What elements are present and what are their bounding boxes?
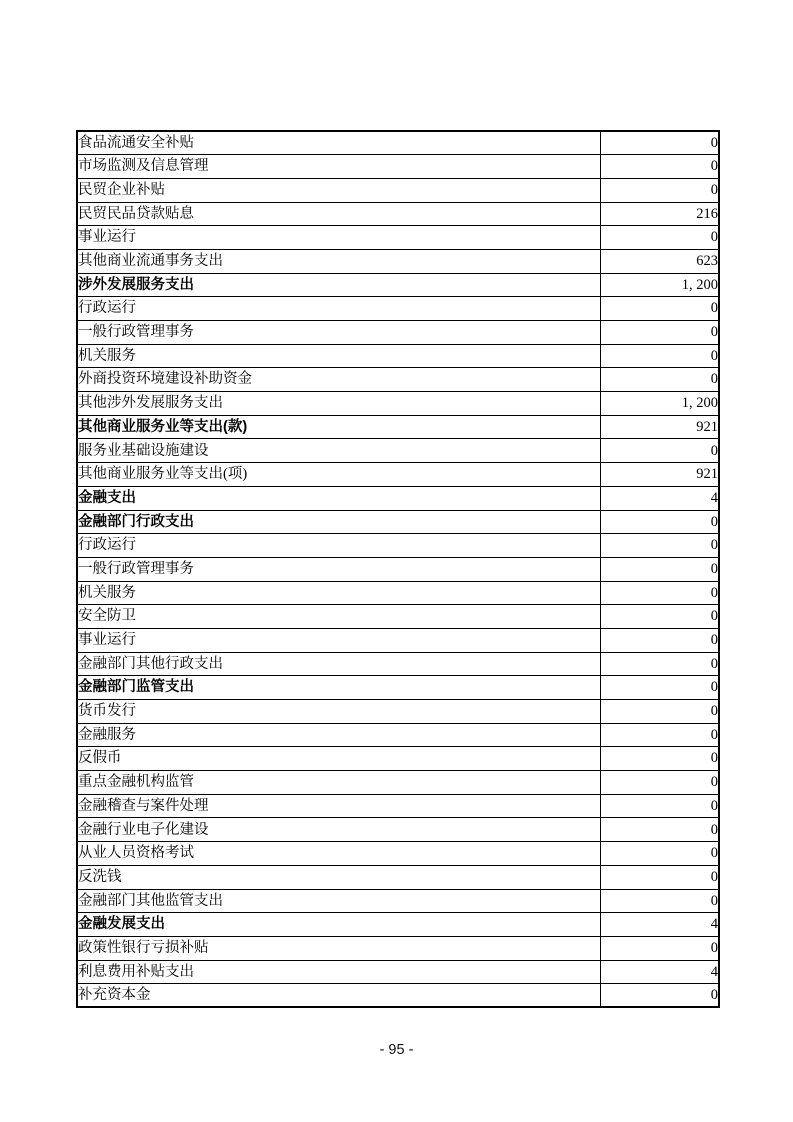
row-value: 0 [600,889,719,913]
table-row [77,889,719,913]
row-value: 216 [600,202,719,226]
table-row [77,155,719,179]
row-label: 政策性银行亏损补贴 [77,936,600,960]
row-label: 其他商业服务业等支出(项) [77,463,600,487]
row-label: 事业运行 [77,628,600,652]
row-value: 0 [600,510,719,534]
row-value: 0 [600,557,719,581]
row-label: 金融发展支出 [77,913,600,937]
table-row [77,226,719,250]
row-label: 其他涉外发展服务支出 [77,392,600,416]
table-row [77,676,719,700]
row-label: 金融行业电子化建设 [77,818,600,842]
row-label: 民贸民品贷款贴息 [77,202,600,226]
row-label: 一般行政管理事务 [77,321,600,345]
table-row [77,297,719,321]
table-row [77,628,719,652]
row-value: 921 [600,463,719,487]
table-row [77,771,719,795]
row-value: 4 [600,486,719,510]
row-value: 0 [600,178,719,202]
row-label: 行政运行 [77,534,600,558]
budget-table [76,130,720,1008]
table-row [77,486,719,510]
table-row [77,510,719,534]
table-row [77,202,719,226]
table-row [77,723,719,747]
row-label: 机关服务 [77,344,600,368]
row-value: 623 [600,249,719,273]
row-label: 金融支出 [77,486,600,510]
row-label: 食品流通安全补贴 [77,131,600,155]
row-value: 0 [600,723,719,747]
row-value: 0 [600,984,719,1008]
table-row [77,249,719,273]
row-label: 利息费用补贴支出 [77,960,600,984]
table-row [77,652,719,676]
row-value: 921 [600,415,719,439]
row-value: 0 [600,439,719,463]
row-value: 0 [600,155,719,179]
row-label: 从业人员资格考试 [77,842,600,866]
table-row [77,984,719,1008]
table-row [77,960,719,984]
table-row [77,463,719,487]
row-value: 0 [600,818,719,842]
row-label: 货币发行 [77,700,600,724]
row-label: 市场监测及信息管理 [77,155,600,179]
table-row [77,534,719,558]
row-label: 一般行政管理事务 [77,557,600,581]
row-value: 0 [600,676,719,700]
row-value: 0 [600,297,719,321]
row-value: 1, 200 [600,392,719,416]
row-label: 涉外发展服务支出 [77,273,600,297]
row-value: 4 [600,960,719,984]
table-row [77,344,719,368]
row-label: 民贸企业补贴 [77,178,600,202]
row-label: 反假币 [77,747,600,771]
table-row [77,605,719,629]
table-row [77,794,719,818]
row-value: 0 [600,131,719,155]
table-row [77,936,719,960]
row-value: 0 [600,226,719,250]
row-value: 4 [600,913,719,937]
table-row [77,439,719,463]
row-label: 重点金融机构监管 [77,771,600,795]
row-label: 金融部门其他监管支出 [77,889,600,913]
table-row [77,273,719,297]
row-value: 0 [600,581,719,605]
table-row [77,913,719,937]
row-value: 0 [600,865,719,889]
row-label: 金融部门监管支出 [77,676,600,700]
row-label: 事业运行 [77,226,600,250]
row-label: 外商投资环境建设补助资金 [77,368,600,392]
row-label: 安全防卫 [77,605,600,629]
row-label: 服务业基础设施建设 [77,439,600,463]
row-label: 金融部门其他行政支出 [77,652,600,676]
row-value: 0 [600,747,719,771]
row-value: 0 [600,344,719,368]
table-row [77,131,719,155]
row-value: 1, 200 [600,273,719,297]
row-value: 0 [600,794,719,818]
row-label: 补充资本金 [77,984,600,1008]
row-label: 其他商业服务业等支出(款) [77,415,600,439]
page-number: - 95 - [379,1042,414,1058]
table-row [77,818,719,842]
table-row [77,581,719,605]
table-row [77,865,719,889]
row-label: 其他商业流通事务支出 [77,249,600,273]
row-label: 机关服务 [77,581,600,605]
row-value: 0 [600,534,719,558]
row-value: 0 [600,700,719,724]
table-row [77,700,719,724]
row-value: 0 [600,368,719,392]
table-row [77,842,719,866]
row-value: 0 [600,936,719,960]
row-value: 0 [600,771,719,795]
table-row [77,178,719,202]
row-value: 0 [600,321,719,345]
row-label: 金融稽查与案件处理 [77,794,600,818]
row-value: 0 [600,652,719,676]
row-label: 行政运行 [77,297,600,321]
table-row [77,392,719,416]
row-label: 反洗钱 [77,865,600,889]
table-row [77,415,719,439]
row-value: 0 [600,628,719,652]
row-label: 金融服务 [77,723,600,747]
table-row [77,747,719,771]
row-label: 金融部门行政支出 [77,510,600,534]
table-row [77,368,719,392]
table-row [77,321,719,345]
budget-table-body [77,131,719,1007]
row-value: 0 [600,842,719,866]
row-value: 0 [600,605,719,629]
table-row [77,557,719,581]
